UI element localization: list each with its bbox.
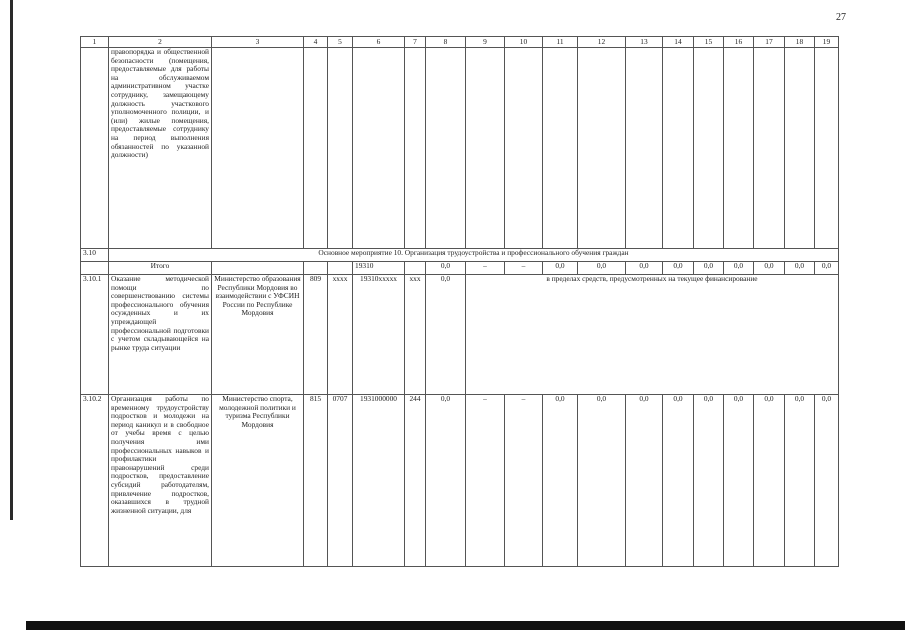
value-cell: 0,0 [724,395,754,567]
col-header: 18 [785,37,815,48]
value-cell: 0,0 [694,395,724,567]
value-c8: 0,0 [426,275,466,395]
col-header: 4 [304,37,328,48]
code-c5: xxxx [328,275,353,395]
total-value: 0,0 [754,262,785,275]
scan-edge-rule [10,0,13,520]
code-c4: 809 [304,275,328,395]
row-number: 3.10.2 [81,395,109,567]
section-row [81,249,839,262]
value-cell: 0,0 [543,395,578,567]
col-header: 12 [578,37,626,48]
value-cell: 0,0 [663,395,694,567]
value-cell: 0,0 [626,395,663,567]
code-c6: 1931000000 [353,395,405,567]
col-header: 14 [663,37,694,48]
col-header: 13 [626,37,663,48]
col-header: 1 [81,37,109,48]
total-label: Итого [109,262,212,275]
row-number: 3.10.1 [81,275,109,395]
funding-note: в пределах средств, предусмотренных на текущее финансирование [466,275,839,395]
col-header: 10 [505,37,543,48]
total-value: 0,0 [694,262,724,275]
col-header: 9 [466,37,505,48]
value-cell: 0,0 [578,395,626,567]
value-cell: 0,0 [815,395,839,567]
code-c7: xxx [405,275,426,395]
continuation-row [81,48,839,249]
section-title: Основное мероприятие 10. Организация трудоустройства и профессионального обучения граждан [109,249,839,262]
activity-description: Организация работы по временному трудоустройству подростков и молодежи на период каникул и в свободное от учебы время с целью получения ими профессиональных навыков и профилактики правонарушений среди подростков, предоставление субсидий работодателям, привлечение подростков, оказавшихся в трудной жизненной ситуации, для [109,395,212,567]
col-header: 16 [724,37,754,48]
col-header: 19 [815,37,839,48]
col-header: 2 [109,37,212,48]
table-row [81,395,839,567]
total-value: 0,0 [663,262,694,275]
col-header: 5 [328,37,353,48]
col-header: 11 [543,37,578,48]
total-c10: – [505,262,543,275]
total-code: 19310 [353,262,405,275]
column-number-row [81,37,839,48]
code-c4: 815 [304,395,328,567]
col-header: 7 [405,37,426,48]
row-number [81,48,109,249]
col-header: 3 [212,37,304,48]
total-value: 0,0 [543,262,578,275]
value-c8: 0,0 [426,395,466,567]
total-row [81,262,839,275]
value-c10: – [505,395,543,567]
total-c8: 0,0 [426,262,466,275]
program-table [80,36,839,567]
col-header: 17 [754,37,785,48]
page-number: 27 [836,12,846,23]
total-value: 0,0 [815,262,839,275]
executor: Министерство спорта, молодежной политики и туризма Республики Мордовия [212,395,304,567]
code-c5: 0707 [328,395,353,567]
section-number: 3.10 [81,249,109,262]
total-value: 0,0 [578,262,626,275]
total-value: 0,0 [724,262,754,275]
total-value: 0,0 [626,262,663,275]
continuation-text: правопорядка и общественной безопасности (помещения, предоставляемые для работы на обслуживаемом административном участке сотруднику, замещающему должность участкового уполномоченного полиции, и (или) жилые помещения, предоставляемые сотруднику на период выполнения обязанностей по указанной должности) [109,48,212,249]
scan-bottom-edge [26,621,905,630]
col-header: 15 [694,37,724,48]
activity-description: Оказание методической помощи по совершенствованию системы профессионального обучения осужденных и их упреждающей профессиональной подготовки с учетом складывающейся на рынке труда ситуации [109,275,212,395]
value-cell: 0,0 [785,395,815,567]
value-cell: 0,0 [754,395,785,567]
table-row [81,275,839,395]
col-header: 6 [353,37,405,48]
col-header: 8 [426,37,466,48]
executor: Министерство образования Республики Мордовия во взаимодействии с УФСИН России по Республике Мордовия [212,275,304,395]
code-c6: 19310xxxxx [353,275,405,395]
total-c9: – [466,262,505,275]
code-c7: 244 [405,395,426,567]
total-value: 0,0 [785,262,815,275]
value-c9: – [466,395,505,567]
